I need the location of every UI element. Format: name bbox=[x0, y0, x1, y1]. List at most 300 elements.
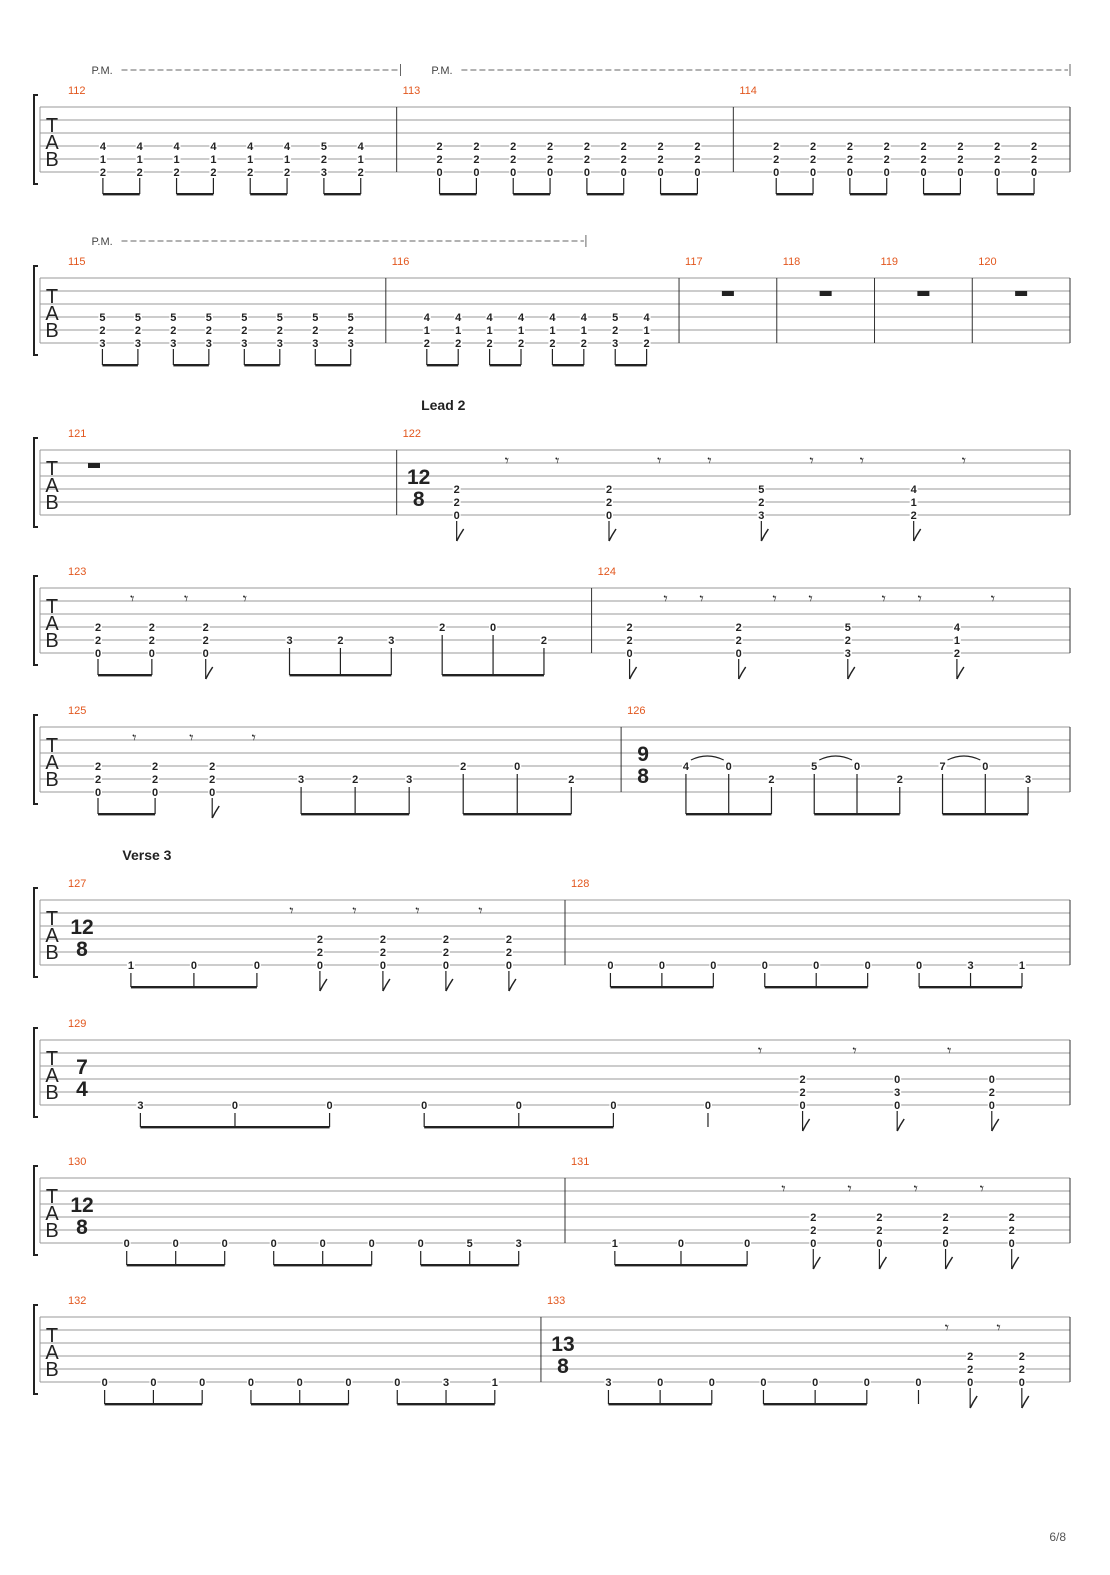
system-bracket bbox=[34, 1166, 38, 1255]
chord-fret-number: 4 bbox=[247, 141, 254, 153]
eighth-rest: 𝄾 bbox=[130, 591, 135, 608]
single-fret-number: 0 bbox=[915, 1377, 922, 1389]
chord-fret-number: 0 bbox=[379, 960, 386, 972]
chord-fret-number: 2 bbox=[694, 154, 701, 166]
chord-fret-number: 2 bbox=[735, 622, 742, 634]
chord-fret-number: 2 bbox=[510, 154, 517, 166]
tab-clef-letter: T bbox=[45, 1048, 59, 1070]
section-heading: Verse 3 bbox=[122, 847, 172, 863]
system-bracket bbox=[34, 1305, 38, 1394]
chord-fret-number: 2 bbox=[202, 635, 209, 647]
chord-fret-number: 0 bbox=[626, 648, 633, 660]
chord-fret-number: 2 bbox=[1030, 154, 1038, 166]
flag bbox=[879, 1257, 886, 1269]
single-fret-number: 2 bbox=[337, 635, 344, 647]
chord-fret-number: 2 bbox=[967, 1364, 974, 1376]
single-fret-number: 0 bbox=[725, 761, 732, 773]
chord-fret-number: 0 bbox=[894, 1074, 901, 1086]
chord-fret-number: 0 bbox=[453, 510, 460, 522]
chord-fret-number: 2 bbox=[436, 154, 443, 166]
single-fret-number: 3 bbox=[515, 1238, 522, 1250]
chord-fret-number: 0 bbox=[1030, 167, 1038, 179]
single-fret-number: 0 bbox=[708, 1377, 715, 1389]
eighth-rest: 𝄾 bbox=[961, 453, 967, 470]
beam bbox=[251, 1403, 349, 1405]
beam bbox=[615, 1264, 747, 1266]
single-fret-number: 2 bbox=[540, 635, 548, 647]
single-fret-number: 0 bbox=[916, 960, 923, 972]
chord-fret-number: 2 bbox=[994, 154, 1001, 166]
chord-fret-number: 2 bbox=[735, 635, 742, 647]
measure-number: 117 bbox=[685, 256, 703, 268]
chord-fret-number: 2 bbox=[605, 484, 613, 496]
single-fret-number: 0 bbox=[813, 960, 820, 972]
beam bbox=[98, 813, 155, 815]
chord-fret-number: 1 bbox=[99, 154, 106, 166]
chord-fret-number: 1 bbox=[549, 325, 556, 337]
chord-fret-number: 2 bbox=[953, 648, 960, 660]
single-fret-number: 0 bbox=[270, 1238, 277, 1250]
chord-fret-number: 1 bbox=[423, 325, 430, 337]
tab-clef-letter: T bbox=[45, 1186, 59, 1208]
chord-fret-number: 0 bbox=[473, 167, 480, 179]
chord-fret-number: 2 bbox=[436, 141, 443, 153]
chord-fret-number: 2 bbox=[510, 141, 517, 153]
beam bbox=[850, 193, 887, 195]
eighth-rest: 𝄾 bbox=[289, 903, 294, 920]
measure-number: 132 bbox=[68, 1295, 87, 1307]
beam bbox=[397, 1403, 495, 1405]
single-fret-number: 3 bbox=[286, 635, 293, 647]
chord-fret-number: 4 bbox=[549, 312, 556, 324]
flag bbox=[1012, 1257, 1019, 1269]
chord-fret-number: 0 bbox=[735, 648, 742, 660]
time-sig-numerator: 7 bbox=[76, 1056, 88, 1079]
chord-fret-number: 2 bbox=[94, 774, 102, 786]
beam bbox=[776, 193, 813, 195]
chord-fret-number: 4 bbox=[357, 141, 364, 153]
single-fret-number: 0 bbox=[199, 1377, 206, 1389]
single-fret-number: 1 bbox=[611, 1238, 618, 1250]
tab-clef-letter: B bbox=[45, 1082, 59, 1104]
chord-fret-number: 1 bbox=[136, 154, 143, 166]
beam bbox=[324, 193, 361, 195]
chord-fret-number: 2 bbox=[316, 947, 323, 959]
chord-fret-number: 2 bbox=[626, 622, 633, 634]
tie-arc bbox=[819, 756, 852, 760]
single-fret-number: 0 bbox=[421, 1100, 428, 1112]
beam bbox=[924, 193, 961, 195]
single-fret-number: 3 bbox=[967, 960, 974, 972]
chord-fret-number: 2 bbox=[1008, 1212, 1015, 1224]
chord-fret-number: 2 bbox=[810, 1212, 817, 1224]
beam bbox=[102, 364, 137, 366]
tab-clef-letter: T bbox=[45, 735, 59, 757]
beam bbox=[814, 813, 900, 815]
chord-fret-number: 2 bbox=[455, 338, 462, 350]
chord-fret-number: 2 bbox=[957, 141, 964, 153]
chord-fret-number: 2 bbox=[605, 497, 613, 509]
single-fret-number: 2 bbox=[896, 774, 903, 786]
system-bracket bbox=[34, 1028, 38, 1117]
beam bbox=[315, 364, 350, 366]
beam bbox=[140, 1126, 329, 1128]
chord-fret-number: 2 bbox=[357, 167, 364, 179]
flag bbox=[1022, 1396, 1029, 1408]
single-fret-number: 0 bbox=[761, 960, 768, 972]
time-sig-numerator: 12 bbox=[406, 466, 431, 489]
beam bbox=[427, 364, 458, 366]
single-fret-number: 0 bbox=[319, 1238, 326, 1250]
single-fret-number: 0 bbox=[231, 1100, 239, 1112]
system-bracket bbox=[34, 888, 38, 977]
single-fret-number: 3 bbox=[298, 774, 305, 786]
chord-fret-number: 1 bbox=[173, 154, 180, 166]
chord-fret-number: 2 bbox=[205, 325, 212, 337]
single-fret-number: 0 bbox=[490, 622, 497, 634]
chord-fret-number: 0 bbox=[694, 167, 701, 179]
chord-fret-number: 2 bbox=[94, 761, 102, 773]
chord-fret-number: 2 bbox=[920, 141, 927, 153]
chord-fret-number: 1 bbox=[580, 325, 587, 337]
chord-fret-number: 2 bbox=[320, 154, 327, 166]
tab-clef-letter: T bbox=[45, 286, 59, 308]
beam bbox=[608, 1403, 711, 1405]
tab-clef-letter: B bbox=[45, 769, 59, 791]
chord-fret-number: 0 bbox=[810, 1238, 817, 1250]
single-fret-number: 3 bbox=[406, 774, 413, 786]
chord-fret-number: 0 bbox=[883, 167, 890, 179]
tab-clef-letter: B bbox=[45, 1359, 59, 1381]
chord-fret-number: 0 bbox=[583, 167, 590, 179]
single-fret-number: 0 bbox=[221, 1238, 228, 1250]
beam bbox=[250, 193, 287, 195]
chord-fret-number: 4 bbox=[953, 622, 960, 634]
measure-number: 119 bbox=[880, 256, 899, 268]
chord-fret-number: 1 bbox=[953, 635, 960, 647]
time-sig-numerator: 12 bbox=[70, 1194, 94, 1217]
eighth-rest: 𝄾 bbox=[947, 1043, 952, 1060]
eighth-rest: 𝄾 bbox=[657, 453, 662, 470]
chord-fret-number: 3 bbox=[758, 510, 765, 522]
beam bbox=[610, 986, 713, 988]
system-bracket bbox=[34, 715, 38, 804]
single-fret-number: 5 bbox=[466, 1238, 473, 1250]
tab-clef-letter: A bbox=[45, 1203, 59, 1225]
chord-fret-number: 0 bbox=[546, 167, 554, 179]
chord-fret-number: 2 bbox=[910, 510, 917, 522]
chord-fret-number: 0 bbox=[152, 787, 159, 799]
flag bbox=[630, 667, 637, 679]
whole-rest bbox=[820, 291, 832, 296]
chord-fret-number: 2 bbox=[442, 947, 449, 959]
flag bbox=[457, 529, 464, 541]
tab-clef-letter: A bbox=[45, 475, 59, 497]
tab-clef-letter: A bbox=[45, 132, 59, 154]
eighth-rest: 𝄾 bbox=[808, 591, 813, 608]
chord-fret-number: 4 bbox=[580, 312, 587, 324]
chord-fret-number: 0 bbox=[920, 167, 927, 179]
time-sig-numerator: 9 bbox=[637, 743, 649, 766]
chord-fret-number: 2 bbox=[423, 338, 430, 350]
single-fret-number: 0 bbox=[417, 1238, 424, 1250]
chord-fret-number: 0 bbox=[202, 648, 209, 660]
chord-fret-number: 3 bbox=[312, 338, 319, 350]
chord-fret-number: 2 bbox=[967, 1351, 974, 1363]
beam bbox=[290, 674, 392, 676]
chord-fret-number: 1 bbox=[517, 325, 525, 337]
beam bbox=[244, 364, 279, 366]
tab-clef-letter: A bbox=[45, 1065, 59, 1087]
beam bbox=[587, 193, 624, 195]
chord-fret-number: 2 bbox=[1030, 141, 1038, 153]
beam bbox=[177, 193, 214, 195]
measure-number: 127 bbox=[68, 878, 87, 890]
tab-clef-letter: T bbox=[45, 596, 59, 618]
tab-clef-letter: T bbox=[45, 908, 59, 930]
measure-number: 120 bbox=[978, 256, 997, 268]
chord-fret-number: 0 bbox=[988, 1074, 995, 1086]
single-fret-number: 3 bbox=[442, 1377, 450, 1389]
tie-arc bbox=[948, 756, 981, 760]
time-sig-numerator: 13 bbox=[551, 1333, 575, 1356]
measure-number: 113 bbox=[402, 85, 421, 97]
chord-fret-number: 1 bbox=[486, 325, 493, 337]
single-fret-number: 0 bbox=[296, 1377, 303, 1389]
chord-fret-number: 2 bbox=[379, 947, 386, 959]
measure-number: 116 bbox=[391, 256, 410, 268]
beam bbox=[513, 193, 550, 195]
chord-fret-number: 2 bbox=[170, 325, 177, 337]
single-fret-number: 0 bbox=[677, 1238, 685, 1250]
beam bbox=[421, 1264, 519, 1266]
chord-fret-number: 0 bbox=[988, 1100, 995, 1112]
single-fret-number: 0 bbox=[760, 1377, 767, 1389]
chord-fret-number: 1 bbox=[910, 497, 917, 509]
chord-fret-number: 2 bbox=[486, 338, 493, 350]
flag bbox=[848, 667, 855, 679]
eighth-rest: 𝄾 bbox=[189, 730, 194, 747]
tab-clef-letter: A bbox=[45, 613, 59, 635]
single-fret-number: 0 bbox=[744, 1238, 751, 1250]
measure-number: 114 bbox=[739, 85, 757, 97]
eighth-rest: 𝄾 bbox=[132, 730, 137, 747]
chord-fret-number: 0 bbox=[876, 1238, 883, 1250]
chord-fret-number: 2 bbox=[94, 622, 102, 634]
chord-fret-number: 2 bbox=[643, 338, 650, 350]
beam bbox=[997, 193, 1034, 195]
chord-fret-number: 2 bbox=[209, 761, 216, 773]
chord-fret-number: 5 bbox=[205, 312, 212, 324]
eighth-rest: 𝄾 bbox=[809, 453, 814, 470]
chord-fret-number: 0 bbox=[505, 960, 512, 972]
chord-fret-number: 2 bbox=[148, 635, 155, 647]
chord-fret-number: 2 bbox=[580, 338, 587, 350]
measure-number: 128 bbox=[571, 878, 590, 890]
beam bbox=[615, 364, 646, 366]
eighth-rest: 𝄾 bbox=[504, 453, 510, 470]
time-sig-numerator: 12 bbox=[70, 916, 94, 939]
chord-fret-number: 2 bbox=[210, 167, 217, 179]
chord-fret-number: 0 bbox=[957, 167, 964, 179]
chord-fret-number: 2 bbox=[136, 167, 143, 179]
chord-fret-number: 0 bbox=[809, 167, 817, 179]
beam bbox=[763, 1403, 866, 1405]
chord-fret-number: 2 bbox=[347, 325, 354, 337]
chord-fret-number: 2 bbox=[505, 934, 512, 946]
eighth-rest: 𝄾 bbox=[183, 591, 189, 608]
chord-fret-number: 2 bbox=[957, 154, 964, 166]
single-fret-number: 1 bbox=[491, 1377, 498, 1389]
beam bbox=[765, 986, 868, 988]
chord-fret-number: 2 bbox=[283, 167, 291, 179]
eighth-rest: 𝄾 bbox=[852, 1043, 857, 1060]
chord-fret-number: 2 bbox=[883, 154, 890, 166]
measure-number: 112 bbox=[68, 85, 86, 97]
eighth-rest: 𝄾 bbox=[242, 591, 248, 608]
chord-fret-number: 0 bbox=[894, 1100, 901, 1112]
chord-fret-number: 2 bbox=[549, 338, 556, 350]
chord-fret-number: 0 bbox=[657, 167, 664, 179]
single-fret-number: 0 bbox=[368, 1238, 375, 1250]
chord-fret-number: 0 bbox=[1008, 1238, 1015, 1250]
beam bbox=[173, 364, 208, 366]
single-fret-number: 0 bbox=[658, 960, 665, 972]
chord-fret-number: 2 bbox=[920, 154, 927, 166]
beam bbox=[552, 364, 583, 366]
measure-number: 124 bbox=[597, 566, 616, 578]
single-fret-number: 2 bbox=[768, 774, 775, 786]
chord-fret-number: 2 bbox=[942, 1225, 949, 1237]
chord-fret-number: 2 bbox=[173, 167, 180, 179]
beam bbox=[105, 1403, 203, 1405]
chord-fret-number: 2 bbox=[134, 325, 141, 337]
single-fret-number: 2 bbox=[568, 774, 575, 786]
chord-fret-number: 2 bbox=[988, 1087, 995, 1099]
eighth-rest: 𝄾 bbox=[881, 591, 886, 608]
beam bbox=[490, 364, 521, 366]
chord-fret-number: 0 bbox=[605, 510, 613, 522]
eighth-rest: 𝄾 bbox=[707, 453, 712, 470]
whole-rest bbox=[88, 463, 100, 468]
single-fret-number: 0 bbox=[657, 1377, 664, 1389]
chord-fret-number: 5 bbox=[320, 141, 327, 153]
chord-fret-number: 2 bbox=[846, 141, 853, 153]
chord-fret-number: 2 bbox=[810, 1225, 817, 1237]
eighth-rest: 𝄾 bbox=[757, 1043, 763, 1060]
chord-fret-number: 2 bbox=[626, 635, 633, 647]
single-fret-number: 0 bbox=[853, 761, 861, 773]
single-fret-number: 0 bbox=[150, 1377, 157, 1389]
chord-fret-number: 5 bbox=[347, 312, 354, 324]
measure-number: 118 bbox=[782, 256, 801, 268]
tab-clef-letter: A bbox=[45, 1342, 59, 1364]
chord-fret-number: 2 bbox=[241, 325, 248, 337]
chord-fret-number: 0 bbox=[967, 1377, 974, 1389]
flag bbox=[803, 1119, 810, 1131]
chord-fret-number: 2 bbox=[453, 497, 460, 509]
chord-fret-number: 3 bbox=[134, 338, 141, 350]
tab-clef-letter: A bbox=[45, 752, 59, 774]
chord-fret-number: 2 bbox=[883, 141, 890, 153]
chord-fret-number: 2 bbox=[94, 635, 102, 647]
chord-fret-number: 2 bbox=[657, 141, 664, 153]
page-number: 6/8 bbox=[1049, 1530, 1066, 1544]
tab-clef-letter: B bbox=[45, 942, 59, 964]
chord-fret-number: 4 bbox=[210, 141, 217, 153]
chord-fret-number: 2 bbox=[942, 1212, 949, 1224]
chord-fret-number: 2 bbox=[473, 141, 480, 153]
beam bbox=[98, 674, 152, 676]
single-fret-number: 0 bbox=[247, 1377, 255, 1389]
chord-fret-number: 2 bbox=[809, 141, 817, 153]
beam bbox=[919, 986, 1022, 988]
chord-fret-number: 2 bbox=[442, 934, 449, 946]
measure-number: 115 bbox=[68, 256, 86, 268]
single-fret-number: 0 bbox=[610, 1100, 617, 1112]
chord-fret-number: 3 bbox=[99, 338, 106, 350]
chord-fret-number: 3 bbox=[241, 338, 248, 350]
beam bbox=[661, 193, 698, 195]
flag bbox=[206, 667, 213, 679]
eighth-rest: 𝄾 bbox=[979, 1181, 985, 1198]
chord-fret-number: 1 bbox=[283, 154, 291, 166]
flag bbox=[446, 979, 453, 991]
chord-fret-number: 3 bbox=[347, 338, 354, 350]
single-fret-number: 0 bbox=[704, 1100, 712, 1112]
chord-fret-number: 3 bbox=[844, 648, 851, 660]
flag bbox=[509, 979, 516, 991]
system-bracket bbox=[34, 266, 38, 355]
chord-fret-number: 1 bbox=[357, 154, 364, 166]
chord-fret-number: 2 bbox=[473, 154, 480, 166]
chord-fret-number: 2 bbox=[148, 622, 155, 634]
chord-fret-number: 2 bbox=[773, 154, 780, 166]
flag bbox=[957, 667, 964, 679]
flag bbox=[383, 979, 390, 991]
single-fret-number: 0 bbox=[864, 960, 871, 972]
tie-arc bbox=[691, 756, 724, 760]
measure-number: 123 bbox=[68, 566, 87, 578]
beam bbox=[103, 193, 140, 195]
chord-fret-number: 2 bbox=[1008, 1225, 1015, 1237]
chord-fret-number: 2 bbox=[799, 1087, 806, 1099]
time-sig-denominator: 8 bbox=[557, 1355, 569, 1378]
chord-fret-number: 4 bbox=[517, 312, 525, 324]
chord-fret-number: 4 bbox=[643, 312, 650, 324]
tab-clef-letter: T bbox=[45, 458, 59, 480]
chord-fret-number: 2 bbox=[99, 325, 106, 337]
beam bbox=[440, 193, 477, 195]
tab-clef-letter: B bbox=[45, 630, 59, 652]
chord-fret-number: 4 bbox=[910, 484, 917, 496]
chord-fret-number: 2 bbox=[99, 167, 106, 179]
chord-fret-number: 5 bbox=[170, 312, 177, 324]
chord-fret-number: 1 bbox=[643, 325, 650, 337]
chord-fret-number: 1 bbox=[455, 325, 462, 337]
chord-fret-number: 3 bbox=[205, 338, 212, 350]
chord-fret-number: 0 bbox=[994, 167, 1001, 179]
eighth-rest: 𝄾 bbox=[917, 591, 922, 608]
chord-fret-number: 2 bbox=[657, 154, 664, 166]
chord-fret-number: 2 bbox=[773, 141, 780, 153]
chord-fret-number: 5 bbox=[844, 622, 851, 634]
time-sig-denominator: 4 bbox=[76, 1078, 88, 1101]
chord-fret-number: 2 bbox=[247, 167, 254, 179]
chord-fret-number: 4 bbox=[486, 312, 493, 324]
single-fret-number: 2 bbox=[439, 622, 446, 634]
beam bbox=[274, 1264, 372, 1266]
